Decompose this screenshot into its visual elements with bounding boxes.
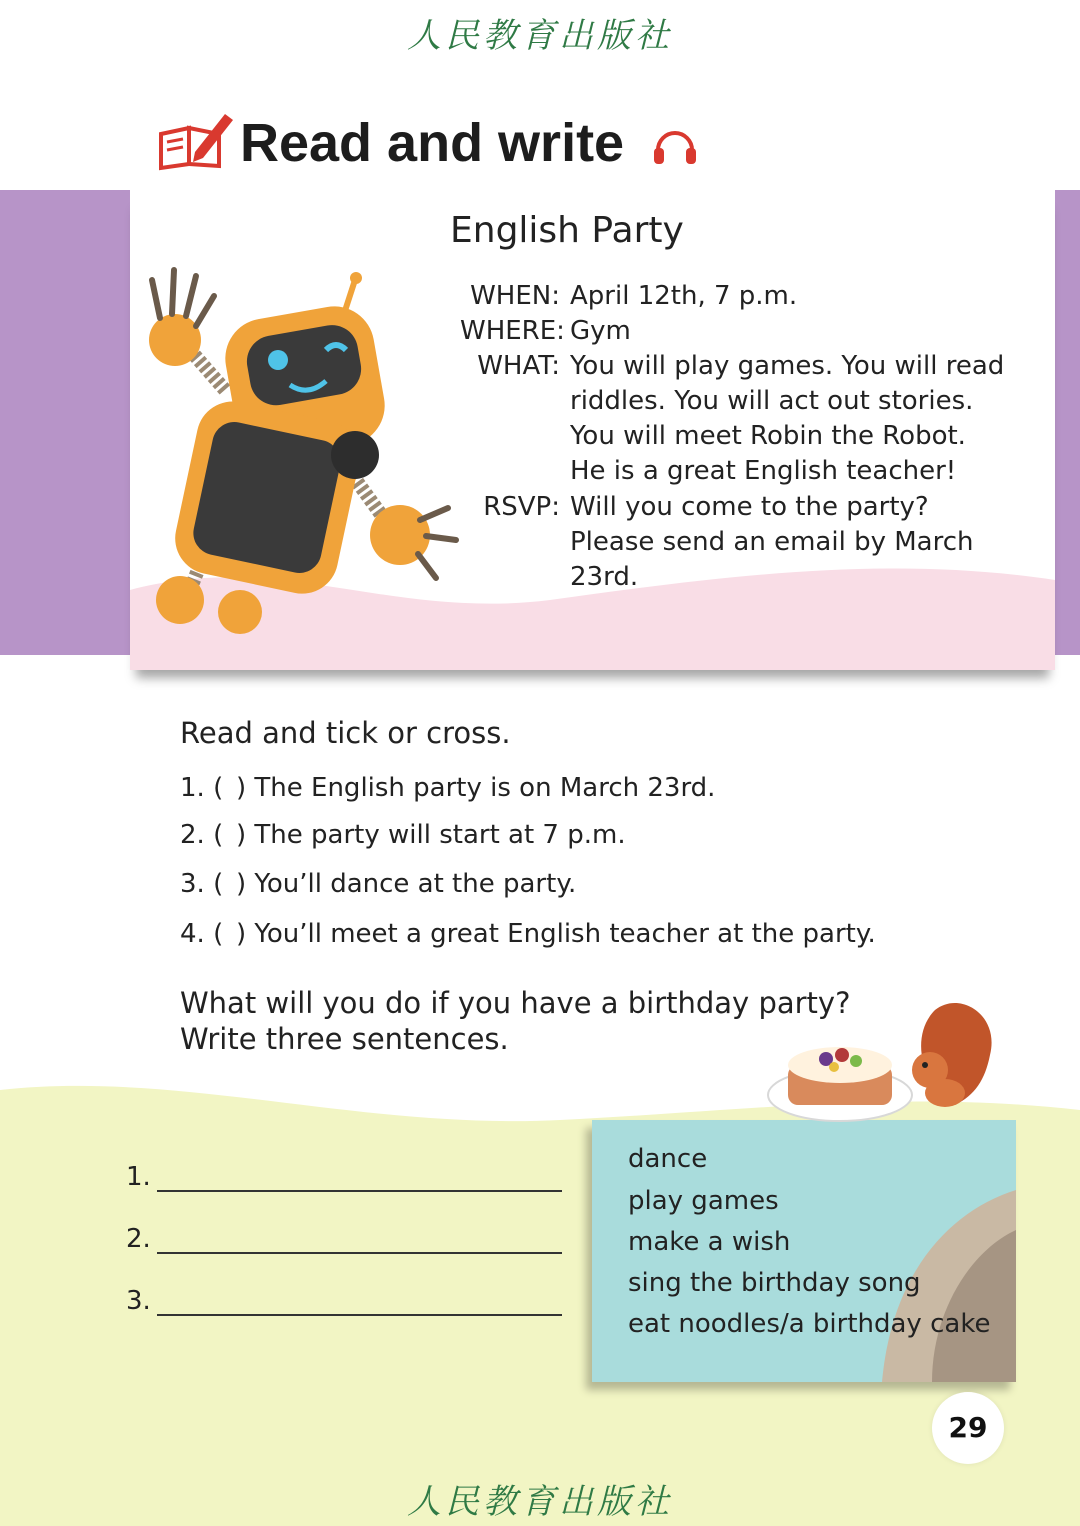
question-4: 4. ( ) You’ll meet a great English teacher at the party. — [180, 919, 876, 949]
question-2: 2. ( ) The party will start at 7 p.m. — [180, 820, 626, 850]
publisher-logo-bottom: 人民教育出版社 — [407, 1482, 673, 1522]
publisher-logo-top: 人民教育出版社 — [407, 16, 673, 56]
exercise2-heading-line-1: What will you do if you have a birthday party? — [180, 986, 851, 1020]
value-when: April 12th, 7 p.m. — [570, 281, 798, 311]
word-item: dance — [628, 1144, 708, 1174]
invitation-card — [130, 190, 1055, 670]
label-what: WHAT: — [477, 351, 560, 381]
headphones-icon — [650, 120, 700, 170]
word-item: make a wish — [628, 1227, 791, 1257]
value-rsvp-line-1: Will you come to the party? — [570, 492, 929, 522]
answer-line-3[interactable]: 3. — [126, 1286, 562, 1316]
section-title: Read and write — [240, 113, 625, 173]
value-what-line-4: He is a great English teacher! — [570, 456, 957, 486]
answer-line-2[interactable]: 2. — [126, 1224, 562, 1254]
label-rsvp: RSVP: — [483, 492, 560, 522]
answer-line-1[interactable]: 1. — [126, 1162, 562, 1192]
exercise2-heading-line-2: Write three sentences. — [180, 1022, 509, 1056]
label-where: WHERE: — [460, 316, 565, 346]
word-bank-box — [592, 1120, 1016, 1382]
cake-squirrel-illustration — [760, 995, 1020, 1130]
label-when: WHEN: — [470, 281, 560, 311]
question-1: 1. ( ) The English party is on March 23rd. — [180, 773, 716, 803]
word-item: sing the birthday song — [628, 1268, 921, 1298]
pencil-book-icon — [155, 106, 235, 172]
robot-illustration — [130, 240, 460, 640]
page-number: 29 — [932, 1392, 1004, 1464]
value-what-line-2: riddles. You will act out stories. — [570, 386, 974, 416]
invitation-title: English Party — [450, 210, 684, 251]
question-3: 3. ( ) You’ll dance at the party. — [180, 869, 577, 899]
exercise1-heading: Read and tick or cross. — [180, 716, 511, 750]
answer-blank-3[interactable] — [157, 1288, 562, 1316]
word-item: eat noodles/a birthday cake — [628, 1309, 991, 1339]
value-where: Gym — [570, 316, 631, 346]
word-item: play games — [628, 1186, 779, 1216]
value-rsvp-line-3: 23rd. — [570, 562, 639, 592]
value-what-line-1: You will play games. You will read — [570, 351, 1005, 381]
answer-blank-2[interactable] — [157, 1226, 562, 1254]
answer-blank-1[interactable] — [157, 1164, 562, 1192]
value-what-line-3: You will meet Robin the Robot. — [570, 421, 966, 451]
value-rsvp-line-2: Please send an email by March — [570, 527, 974, 557]
